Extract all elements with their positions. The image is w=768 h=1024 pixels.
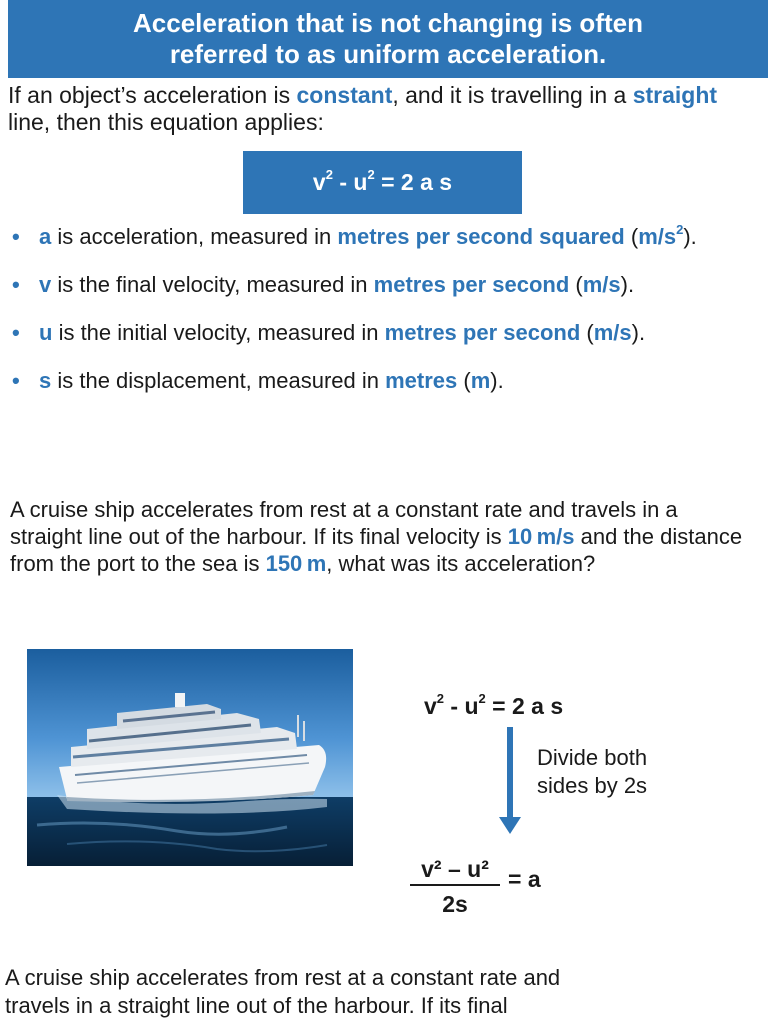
symbol: u	[39, 320, 53, 345]
cruise-ship-photo	[27, 649, 353, 866]
unit: metres per second	[373, 272, 570, 297]
repeat-line-1: A cruise ship accelerates from rest at a constant rate and	[5, 965, 561, 990]
fraction-numerator: v² – u²	[410, 856, 500, 886]
bullet-dot-icon: •	[12, 272, 20, 297]
equation-box	[243, 151, 522, 214]
title-line-2: referred to as uniform acceleration.	[169, 39, 607, 69]
intro-part-1: If an object’s acceleration is	[8, 82, 297, 108]
bullet-dot-icon: •	[12, 224, 20, 249]
equals-a: = a	[508, 866, 541, 892]
bullet-dot-icon: •	[12, 368, 20, 393]
problem-part-3: , what was its acceleration?	[326, 551, 596, 576]
title-line-1: Acceleration that is not changing is often	[133, 8, 643, 38]
unit-abbr	[638, 221, 684, 249]
problem-part-1: A cruise ship accelerates from rest at a constant rate and travels in a straight line out of the harbour. If its final velocity is	[10, 497, 678, 549]
final-velocity-value: 10 m/s	[507, 524, 575, 549]
symbol: v	[39, 272, 52, 297]
symbol: a	[39, 224, 52, 249]
unit: metres per second squared	[337, 224, 625, 249]
eq2-sq-2: 2	[478, 691, 486, 707]
eq2-sq-1: 2	[436, 691, 445, 707]
paren-close: ).	[631, 320, 646, 345]
unit: metres	[385, 368, 458, 393]
paren-close: ).	[620, 272, 635, 297]
step-note	[537, 744, 647, 800]
definitions-list	[12, 221, 752, 416]
equation	[313, 169, 452, 196]
symbol: s	[39, 368, 52, 393]
arrow-down-icon	[498, 727, 522, 835]
eq-rhs: = 2 a s	[374, 169, 453, 195]
eq2-rhs: = 2 a s	[485, 693, 564, 719]
paren-close: ).	[490, 368, 504, 393]
intro-part-3: line, then this equation applies:	[8, 109, 324, 135]
list-item	[12, 221, 752, 250]
unit-abbr-text: m/s	[638, 224, 677, 249]
paren-open: (	[569, 272, 583, 297]
working-equation	[424, 693, 563, 720]
paren-open: (	[457, 368, 471, 393]
repeated-problem-text	[5, 964, 755, 1020]
keyword-constant: constant	[296, 82, 393, 108]
list-item	[12, 320, 752, 346]
unit-abbr: m	[470, 368, 491, 393]
step-note-line-2: sides by 2s	[537, 773, 648, 798]
unit-abbr-sup: 2	[676, 221, 684, 237]
definition: is the initial velocity, measured in	[52, 320, 385, 345]
eq-minus-u: - u	[332, 169, 368, 195]
intro-part-2: , and it is travelling in a	[392, 82, 633, 108]
problem-part-2: and the distance from the port to the sea is	[10, 524, 743, 576]
eq-sq-1: 2	[325, 167, 333, 183]
definition: is the final velocity, measured in	[51, 272, 374, 297]
unit-abbr: m/s	[593, 320, 632, 345]
list-item	[12, 272, 752, 298]
step-note-line-1: Divide both	[537, 745, 648, 770]
title-banner	[8, 0, 768, 78]
eq-sq-2: 2	[367, 167, 375, 183]
rearranged-fraction	[410, 856, 500, 918]
fraction-denominator: 2s	[442, 891, 468, 917]
unit-abbr: m/s	[582, 272, 621, 297]
problem-text	[10, 496, 750, 577]
keyword-straight: straight	[632, 82, 718, 108]
eq2-v: v	[424, 693, 437, 719]
paren-open: (	[580, 320, 594, 345]
unit: metres per second	[384, 320, 581, 345]
definition: is the displacement, measured in	[51, 368, 386, 393]
paren-close: ).	[683, 224, 697, 249]
paren-open: (	[624, 224, 639, 249]
repeat-line-2: travels in a straight line out of the harbour. If its final	[5, 993, 508, 1018]
definition: is acceleration, measured in	[51, 224, 338, 249]
eq-v: v	[312, 169, 326, 195]
intro-text	[8, 82, 758, 136]
distance-value: 150 m	[265, 551, 327, 576]
list-item	[12, 368, 752, 394]
eq2-minus-u: - u	[444, 693, 479, 719]
bullet-dot-icon: •	[12, 320, 20, 345]
